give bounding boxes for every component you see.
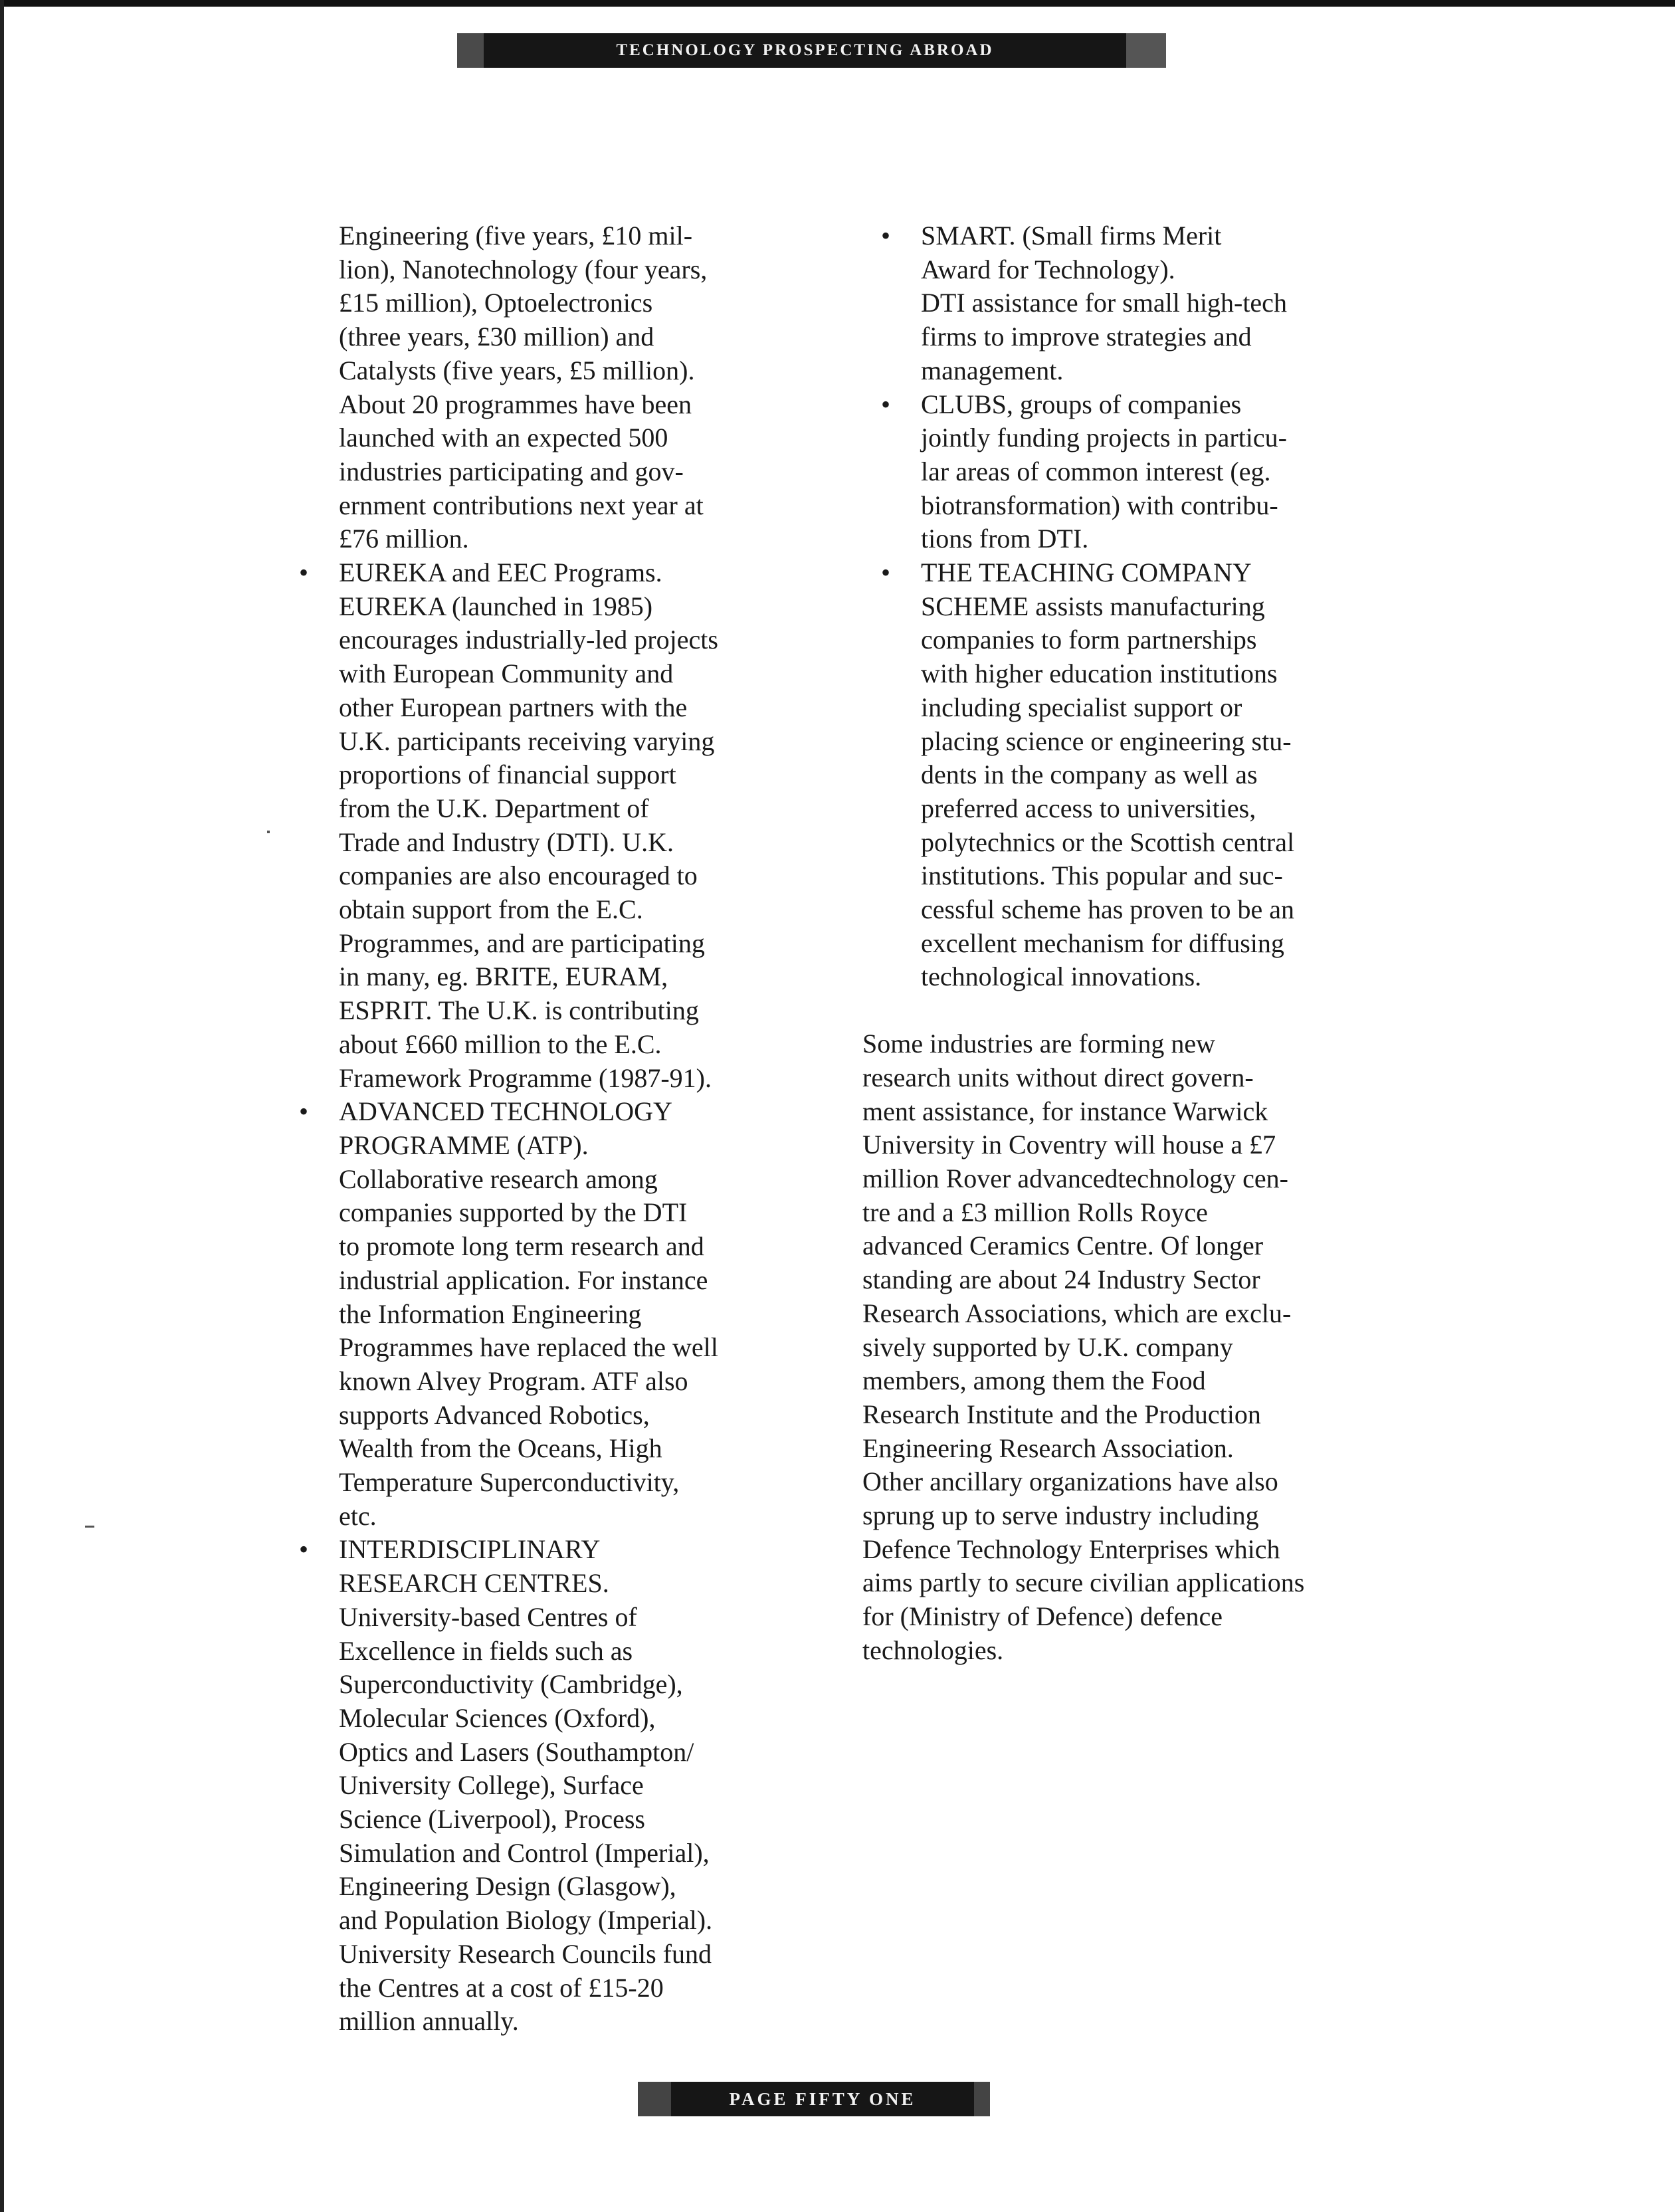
- bullet-clubs: • CLUBS, groups of companies jointly funding projects in particu- lar areas of common interest (eg. biotransformation) with contribu- tions from DTI.: [862, 388, 1367, 557]
- right-body-paragraph: Some industries are forming new research units without direct govern- ment assistance, for instance Warwick University in Coventry will house a £7 million Rover advancedtechnology cen- tre and a £3 million Rolls Royce advanced Ceramics Centre. Of longer standing are about 24 Industry Sector Research Associations, which are exclu- sively supported by U.K. company members, among them the Food Research Institute and the Production Engineering Research Association. Other ancillary organizations have also sprung up to serve industry including Defence Technology Enterprises which aims partly to secure civilian applications for (Ministry of Defence) defence technologies.: [862, 1029, 1305, 1665]
- bullet-interdisciplinary-research-centres: • INTERDISCIPLINARY RESEARCH CENTRES. University-based Centres of Excellence in fields such as Superconductivity (Cambridge), Molecular Sciences (Oxford), Optics and Lasers (Southampton/ University College), Surface Science (Liverpool), Process Simulation and Control (Imperial), Engineering Design (Glasgow), and Population Biology (Imperial). University Research Councils fund the Centres at a cost of £15-20 million annually.: [280, 1533, 804, 2039]
- top-border-rule: [0, 0, 1675, 7]
- running-header-title: TECHNOLOGY PROSPECTING ABROAD: [616, 41, 994, 59]
- bullet-advanced-technology-programme: • ADVANCED TECHNOLOGY PROGRAMME (ATP). Collaborative research among companies supported by the DTI to promote long term research and industrial application. For instance the Information Engineering Programmes have replaced the well known Alvey Program. ATF also supports Advanced Robotics, Wealth from the Oceans, High Temperature Superconductivity, etc.: [280, 1095, 804, 1533]
- left-border-rule: [0, 0, 4, 2212]
- bullet-smart: • SMART. (Small firms Merit Award for Technology). DTI assistance for small high-tech firms to improve strategies and management.: [862, 219, 1367, 388]
- bullet-eureka-eec: • EUREKA and EEC Programs. EUREKA (launched in 1985) encourages industrially-led projects with European Community and other European partners with the U.K. participants receiving varying proportions of financial support from the U.K. Department of Trade and Industry (DTI). U.K. companies are also encouraged to obtain support from the E.C. Programmes, and are participating in many, eg. BRITE, EURAM, ESPRIT. The U.K. is contributing about £660 million to the E.C. Framework Programme (1987-91).: [280, 556, 804, 1095]
- right-column: [862, 219, 1367, 1668]
- page-number-label: PAGE FIFTY ONE: [729, 2088, 916, 2109]
- running-header: [457, 33, 1166, 68]
- page-footer: [638, 2082, 990, 2116]
- left-intro-paragraph: Engineering (five years, £10 mil- lion), Nanotechnology (four years, £15 million), Optoelectronics (three years, £30 million) and Catalysts (five years, £5 million). About 20 programmes have been launched with an expected 500 industries participating and gov- ernment contributions next year at £76 million.: [339, 221, 708, 554]
- left-bullet-list: [339, 556, 804, 2039]
- left-column: [339, 219, 804, 2039]
- scan-speck: [85, 1526, 94, 1528]
- scan-speck: [267, 831, 270, 833]
- right-bullet-list: [862, 219, 1367, 994]
- bullet-teaching-company-scheme: • THE TEACHING COMPANY SCHEME assists manufacturing companies to form partnerships with higher education institutions including specialist support or placing science or engineering stu- dents in the company as well as preferred access to universities, polytechnics or the Scottish central institutions. This popular and suc- cessful scheme has proven to be an excellent mechanism for diffusing technological innovations.: [862, 556, 1367, 994]
